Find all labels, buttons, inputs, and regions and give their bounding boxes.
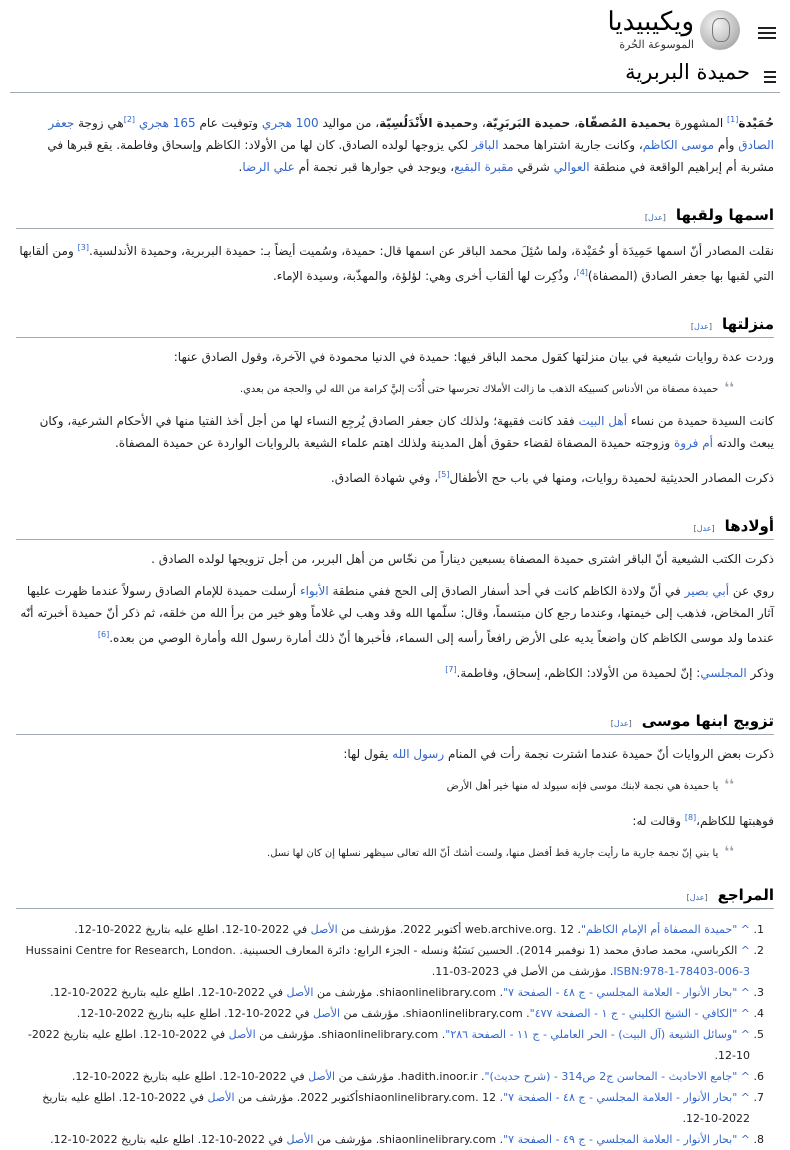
reference-link[interactable]: "الكافي - الشيخ الكليني - ج ١ - الصفحة ٤٧٧" bbox=[529, 1007, 738, 1020]
edit-link[interactable]: [ عدل ] bbox=[687, 893, 708, 902]
reference-text: في 2022-10-12. اطلع عليه بتاريخ 2022-10-12. bbox=[27, 1028, 750, 1062]
paragraph bbox=[16, 464, 774, 489]
link-umm-farwa[interactable]: أم فروة bbox=[673, 436, 713, 450]
reference-text: . shiaonlinelibrary.com. مؤرشف من bbox=[340, 1007, 530, 1020]
link-awali[interactable]: العوالي bbox=[553, 160, 590, 174]
reference-item bbox=[16, 919, 750, 940]
lead-text: . bbox=[238, 160, 243, 174]
backlink-caret[interactable]: ^ bbox=[740, 1133, 750, 1146]
paragraph bbox=[16, 580, 774, 649]
references-list bbox=[16, 919, 774, 1150]
site-header bbox=[0, 0, 790, 58]
lead-text: ، وكانت جارية اشتراها محمد bbox=[498, 138, 643, 152]
ref-1[interactable]: [1] bbox=[727, 115, 739, 124]
text: ذكرت المصادر الحديثية لحميدة روايات، ومنها في باب حج الأطفال bbox=[449, 471, 774, 485]
reference-text: في 2022-10-12. اطلع عليه بتاريخ 2022-10-12. bbox=[42, 1091, 750, 1125]
text: وزوجته حميدة المصفاة لقضاء حقوق أهل المدينة ولذلك اهتم علماء الشيعة بالروايات الواردة عن حميدة المصفاة. bbox=[114, 436, 674, 450]
text: روي عن bbox=[729, 584, 774, 598]
section-references bbox=[16, 886, 774, 1150]
quote-mark-icon: ❛❛ bbox=[724, 380, 734, 396]
section-heading: المراجع bbox=[717, 886, 774, 904]
reference-text: الكرباسي، محمد صادق محمد (1 نوفمبر 2014). الحسين نَسَبُهُ ونسله - الجزء الرابع: دائرة المعارف الحسينية. Hussaini Centre for Research, London. bbox=[25, 944, 738, 957]
quote-text: حميدة مصفاة من الأدناس كسبيكة الذهب ما زالت الأملاك تحرسها حتى أُدّت إليَّ كرامة من الله لي والحجة من بعدي. bbox=[239, 384, 719, 395]
lead-text: ، bbox=[570, 116, 578, 130]
text: فوهبتها للكاظم، bbox=[696, 814, 774, 828]
reference-text: . web.archive.org. 12 أكتوبر 2022. مؤرشف من bbox=[337, 923, 581, 936]
reference-link[interactable]: "بحار الأنوار - العلامة المجلسي - ج ٤٨ - الصفحة ٧" bbox=[503, 1091, 738, 1104]
ref-3[interactable]: [3] bbox=[77, 243, 89, 252]
lead-text: هي زوجة bbox=[74, 116, 124, 130]
archive-link[interactable]: الأصل bbox=[286, 986, 314, 999]
backlink-caret[interactable]: ^ bbox=[740, 1091, 750, 1104]
text: وذكر bbox=[746, 666, 774, 680]
ref-5[interactable]: [5] bbox=[438, 470, 450, 479]
text: أرسلت حميدة للإمام الصادق رسولاً عندما ظهرت عليها آثار المخاض، فذهب إلى خيمتها، وعندما رجع كان مبتسماً، وقال: سلّمها الله وقد وهب لي غلاماً وهو خير من برأ الله من خلقه، ثم ذكر أنّ حميدة أخبرته أنّه عندما ولد موسى الكاظم كان واضعاً يديه على الأرض رافعاً رأسه إلى السماء، فأخبرها أنّ ذلك أمارة رسول الله وأمارة الوصي من بعده. bbox=[20, 584, 774, 645]
archive-link[interactable]: الأصل bbox=[308, 1070, 336, 1083]
reference-link[interactable]: "جامع الاحاديث - المحاسن ج2 ص314 - (شرح حديث)" bbox=[484, 1070, 738, 1083]
quote-mark-icon: ❛❛ bbox=[724, 777, 734, 793]
lead-text: ، ويوجد في جوارها قبر نجمة أم bbox=[294, 160, 455, 174]
blockquote bbox=[36, 378, 734, 400]
reference-text: . shiaonlinelibrary.com. مؤرشف من bbox=[255, 1028, 446, 1041]
link-baqi[interactable]: مقبرة البقيع bbox=[454, 160, 514, 174]
text: في أنّ ولادة الكاظم كانت في أحد أسفار الصادق إلى الحج ففي منطقة bbox=[328, 584, 685, 598]
quote-mark-icon: ❛❛ bbox=[724, 844, 734, 860]
paragraph bbox=[16, 659, 774, 684]
reference-item bbox=[16, 1066, 750, 1087]
blockquote bbox=[36, 842, 734, 864]
lead-bold: حميدة الأَنْدَلُسِيّة bbox=[379, 116, 473, 130]
logo-tagline: الموسوعة الحُرة bbox=[619, 38, 694, 51]
edit-link[interactable]: [ عدل ] bbox=[691, 322, 712, 331]
reference-item bbox=[16, 1003, 750, 1024]
text: نقلت المصادر أنّ اسمها حَمِيدَة أو حُمَيْدة، ولما سُئِلَ محمد الباقر عن اسمها قال: حميدة، وسُميت أيضاً بـ: حميدة البربرية، وحميدة الأندلسية. bbox=[88, 244, 774, 258]
isbn-link[interactable]: ISBN:978-1-78403-006-3 bbox=[613, 965, 750, 978]
section-heading: تزويج ابنها موسى bbox=[641, 712, 774, 730]
reference-link[interactable]: "بحار الأنوار - العلامة المجلسي - ج ٤٨ - الصفحة ٧" bbox=[503, 986, 738, 999]
section-status bbox=[16, 315, 774, 489]
title-bar bbox=[10, 58, 780, 93]
link-musa-kadhim[interactable]: موسى الكاظم bbox=[642, 138, 715, 152]
text: ، وذُكِرت لها ألقاب أخرى وهي: لؤلؤة، والمهذّبة، وسيدة الإماء. bbox=[272, 269, 577, 283]
reference-item bbox=[16, 940, 750, 982]
ref-7[interactable]: [7] bbox=[445, 665, 457, 674]
text: ، وفي شهادة الصادق. bbox=[330, 471, 439, 485]
link-rasul-allah[interactable]: رسول الله bbox=[392, 747, 445, 761]
edit-link[interactable]: [ عدل ] bbox=[611, 719, 632, 728]
reference-link[interactable]: "حميدة المصفاة أم الإمام الكاظم" bbox=[581, 923, 738, 936]
link-165-hijri[interactable]: 165 هجري bbox=[138, 116, 196, 130]
ref-8[interactable]: [8] bbox=[684, 813, 697, 822]
reference-link[interactable]: "وسائل الشيعة (آل البيت) - الحر العاملي - ج ١١ - الصفحة ٢٨٦" bbox=[445, 1028, 738, 1041]
section-children bbox=[16, 517, 774, 684]
paragraph: وردت عدة روايات شيعية في بيان منزلتها كقول محمد الباقر فيها: حميدة في الدنيا محمودة في الآخرة، وقول الصادق عنها: bbox=[173, 350, 774, 364]
lead-bold: حميدة البَربَرِيّة bbox=[485, 116, 571, 130]
paragraph bbox=[16, 807, 774, 832]
paragraph bbox=[16, 743, 774, 765]
reference-link[interactable]: "بحار الأنوار - العلامة المجلسي - ج ٤٩ - الصفحة ٧" bbox=[503, 1133, 738, 1146]
archive-link[interactable]: الأصل bbox=[207, 1091, 235, 1104]
lead-text: وتوفيت عام bbox=[195, 116, 262, 130]
lead-text: ، و bbox=[472, 116, 486, 130]
backlink-caret[interactable]: ^ bbox=[740, 1007, 750, 1020]
wikipedia-globe-icon bbox=[700, 10, 740, 50]
link-abwa[interactable]: الأبواء bbox=[299, 584, 329, 598]
link-ahl-al-bayt[interactable]: أهل البيت bbox=[578, 414, 628, 428]
text: يقول لها: bbox=[343, 747, 393, 761]
lead-bold: بحميدة المُصفّاة bbox=[577, 116, 671, 130]
backlink-caret[interactable]: ^ bbox=[740, 923, 750, 936]
lead-text: ، من مواليد bbox=[318, 116, 380, 130]
reference-item bbox=[16, 1129, 750, 1150]
text: فقد كانت فقيهة؛ ولذلك كان جعفر الصادق يُرجِع النساء لها من أجل أخذ الفتيا منها في الأحكام الشرعية، وكان يبعث والدته bbox=[39, 414, 774, 450]
lead-text: وأم bbox=[714, 138, 739, 152]
logo-title: ويكيبيديا bbox=[607, 7, 694, 37]
lead-text: لكي يزوجها لولده الصادق. كان لها من الأولاد: الكاظم وإسحاق وفاطمة. يقع قبرها في مشربة أم إبراهيم الواقعة في منطقة bbox=[47, 138, 774, 174]
edit-link[interactable]: [ عدل ] bbox=[694, 524, 715, 533]
site-logo[interactable] bbox=[608, 8, 741, 51]
table-of-contents-icon[interactable] bbox=[760, 68, 776, 82]
quote-text: يا بني إنّ نجمة جارية ما رأيت جارية قط أفضل منها، ولست أشك أنّ الله تعالى سيظهر نسلها إن كان لها نسل. bbox=[267, 848, 719, 859]
archive-link[interactable]: الأصل bbox=[313, 1007, 341, 1020]
reference-text: في 2022-10-12. اطلع عليه بتاريخ 2022-10-12. bbox=[71, 1070, 309, 1083]
archive-link[interactable]: الأصل bbox=[310, 923, 338, 936]
reference-text: في 2022-10-12. اطلع عليه بتاريخ 2022-10-12. bbox=[76, 1007, 314, 1020]
page-title: حميدة البربرية bbox=[625, 60, 750, 84]
link-jafar-sadiq[interactable]: جعفر الصادق bbox=[48, 116, 774, 152]
article-body bbox=[0, 109, 790, 1150]
lead-bold-name: حُمَيْدة bbox=[738, 116, 774, 130]
reference-text: في 2022-10-12. اطلع عليه بتاريخ 2022-10-12. bbox=[50, 1133, 287, 1146]
link-100-hijri[interactable]: 100 هجري bbox=[261, 116, 319, 130]
paragraph: ذكرت الكتب الشيعية أنّ الباقر اشترى حميدة المصفاة بسبعين ديناراً من نخّاس من أهل البربر، من أجل تزويجها لولده الصادق . bbox=[151, 552, 774, 566]
section-heading: أولادها bbox=[724, 517, 774, 535]
paragraph bbox=[16, 410, 774, 454]
lead-text: المشهورة bbox=[670, 116, 728, 130]
quote-text: يا حميدة هي نجمة لابنك موسى فإنه سيولد له منها خير أهل الأرض bbox=[446, 781, 719, 792]
text: ومن ألقابها التي لقبها بها جعفر الصادق (المصفاة) bbox=[19, 244, 774, 283]
text: وقالت له: bbox=[632, 814, 685, 828]
reference-text: في 2022-10-12. اطلع عليه بتاريخ 2022-10-12. bbox=[74, 923, 311, 936]
backlink-caret[interactable]: ^ bbox=[740, 1028, 750, 1041]
section-heading: اسمها ولقبها bbox=[675, 206, 774, 224]
link-majlisi[interactable]: المجلسي bbox=[700, 666, 747, 680]
reference-text: . shiaonlinelibrary.com. مؤرشف من bbox=[313, 1133, 504, 1146]
reference-text: . shiaonlinelibrary.com. 12أكتوبر 2022. مؤرشف من bbox=[234, 1091, 504, 1104]
lead-paragraph bbox=[16, 109, 774, 178]
backlink-caret[interactable]: ^ bbox=[740, 1070, 750, 1083]
text: ذكرت بعض الروايات أنّ حميدة عندما اشترت نجمة رأت في المنام bbox=[444, 747, 774, 761]
reference-text: . shiaonlinelibrary.com. مؤرشف من bbox=[313, 986, 504, 999]
link-abu-basir[interactable]: أبي بصير bbox=[684, 584, 730, 598]
section-name-title bbox=[16, 206, 774, 287]
archive-link[interactable]: الأصل bbox=[228, 1028, 256, 1041]
paragraph bbox=[16, 237, 774, 287]
reference-text: . مؤرشف من الأصل في 2023-03-11. bbox=[431, 965, 614, 978]
main-menu-icon[interactable] bbox=[758, 24, 776, 40]
backlink-caret[interactable]: ^ bbox=[740, 944, 750, 957]
backlink-caret[interactable]: ^ bbox=[740, 986, 750, 999]
text: كانت السيدة حميدة من نساء bbox=[627, 414, 774, 428]
ref-6[interactable]: [6] bbox=[97, 630, 110, 639]
text: : إنّ لحميدة من الأولاد: الكاظم، إسحاق، وفاطمة. bbox=[456, 666, 701, 680]
reference-item bbox=[16, 1087, 750, 1129]
reference-item bbox=[16, 982, 750, 1003]
blockquote bbox=[36, 775, 734, 797]
lead-text: شرقي bbox=[513, 160, 554, 174]
reference-text: . hadith.inoor.ir. مؤرشف من bbox=[335, 1070, 485, 1083]
link-baqir[interactable]: الباقر bbox=[471, 138, 499, 152]
section-marriage bbox=[16, 712, 774, 864]
link-ali-rida[interactable]: علي الرضا bbox=[242, 160, 295, 174]
section-heading: منزلتها bbox=[721, 315, 774, 333]
reference-item bbox=[16, 1024, 750, 1066]
ref-2[interactable]: [2] bbox=[123, 115, 136, 124]
reference-text: في 2022-10-12. اطلع عليه بتاريخ 2022-10-12. bbox=[50, 986, 287, 999]
ref-4[interactable]: [4] bbox=[576, 268, 588, 277]
edit-link[interactable]: [ عدل ] bbox=[645, 213, 666, 222]
archive-link[interactable]: الأصل bbox=[286, 1133, 314, 1146]
